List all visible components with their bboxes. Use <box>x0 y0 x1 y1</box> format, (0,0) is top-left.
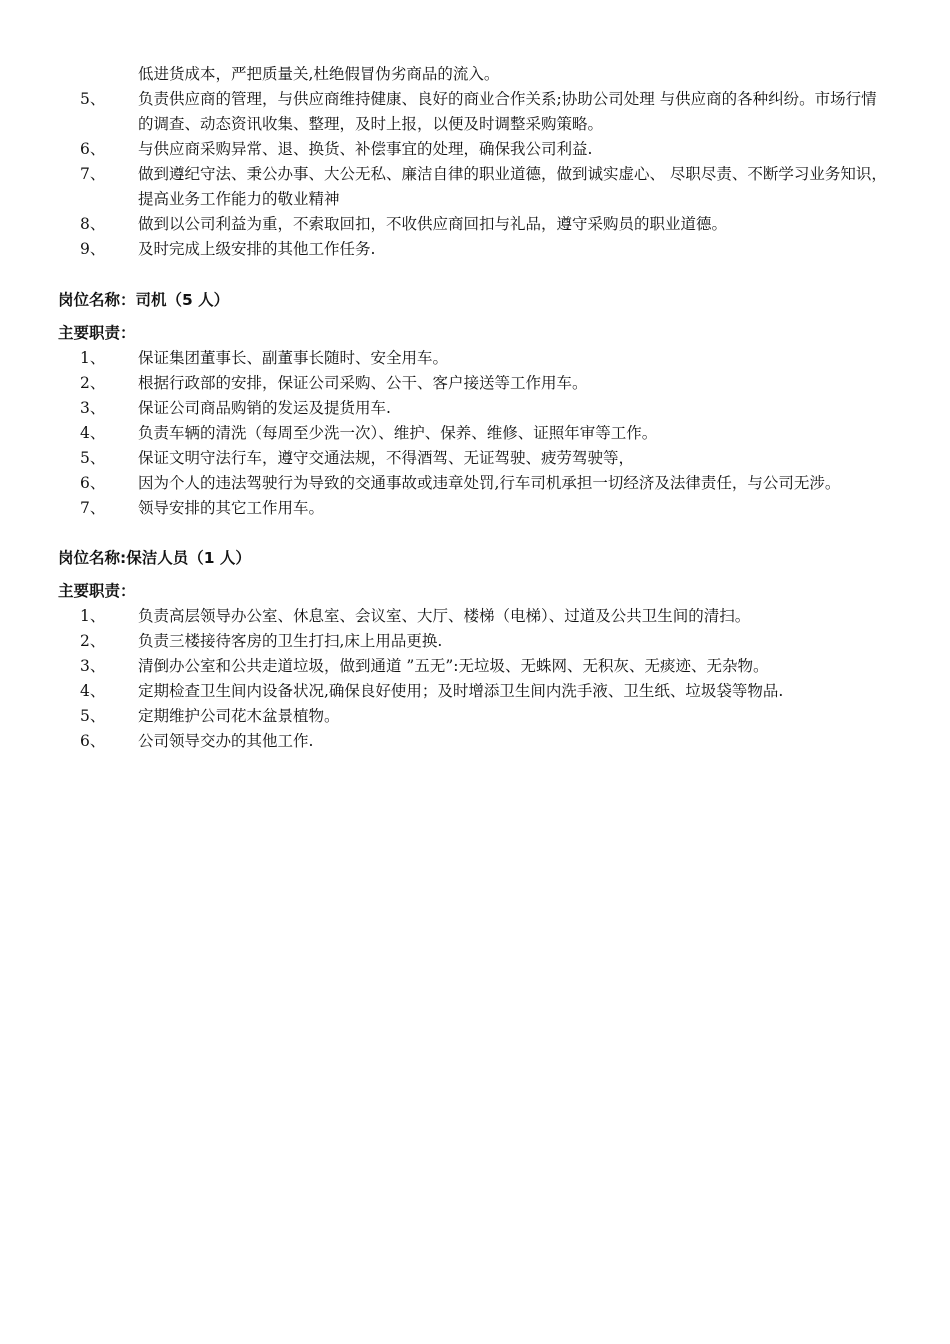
list-item <box>0 371 950 396</box>
list-item <box>0 212 950 237</box>
list-item-text: 保证集团董事长、副董事长随时、安全用车。 <box>138 349 449 367</box>
list-item-text: 做到遵纪守法、秉公办事、大公无私、廉洁自律的职业道德，做到诚实虚心、 尽职尽责、不断学习业务知识，提高业务工作能力的敬业精神 <box>138 165 887 208</box>
list-item-text: 负责车辆的清洗（每周至少洗一次）、维护、保养、维修、证照年审等工作。 <box>138 424 658 442</box>
list-item <box>0 654 950 679</box>
list-item-number: 1、 <box>80 607 106 625</box>
list-item-text: 保证文明守法行车，遵守交通法规，不得酒驾、无证驾驶、疲劳驾驶等， <box>138 449 635 467</box>
list-item-text: 定期检查卫生间内设备状况,确保良好使用；及时增添卫生间内洗手液、卫生纸、垃圾袋等物品. <box>138 682 784 700</box>
list-item-number: 5、 <box>80 90 106 108</box>
list-item-number: 9、 <box>80 240 106 258</box>
list-item-number: 4、 <box>80 424 106 442</box>
list-item <box>0 471 950 496</box>
list-item <box>0 446 950 471</box>
list-item-text: 负责高层领导办公室、休息室、会议室、大厅、楼梯（电梯）、过道及公共卫生间的清扫。 <box>138 607 751 625</box>
cleaner-duties-heading: 主要职责： <box>58 582 136 600</box>
list-item-number: 3、 <box>80 657 106 675</box>
list-item <box>0 137 950 162</box>
driver-position-title: 岗位名称：司机（5 人） <box>58 291 230 309</box>
list-item-number: 6、 <box>80 140 106 158</box>
list-item-text: 因为个人的违法驾驶行为导致的交通事故或违章处罚,行车司机承担一切经济及法律责任，与公司无涉。 <box>138 474 841 492</box>
list-item <box>0 729 950 754</box>
list-item-text: 根据行政部的安排，保证公司采购、公干、客户接送等工作用车。 <box>138 374 588 392</box>
cleaner-position-title: 岗位名称:保洁人员（1 人） <box>58 549 251 567</box>
list-item-text: 及时完成上级安排的其他工作任务. <box>138 240 376 258</box>
list-item-number: 5、 <box>80 449 106 467</box>
list-item-number: 4、 <box>80 682 106 700</box>
list-item <box>0 162 950 212</box>
list-item <box>0 496 950 521</box>
list-item-text: 与供应商采购异常、退、换货、补偿事宜的处理，确保我公司利益. <box>138 140 593 158</box>
purchaser-duties-list <box>0 62 950 262</box>
list-item-number: 3、 <box>80 399 106 417</box>
list-item-text: 保证公司商品购销的发运及提货用车. <box>138 399 391 417</box>
driver-section <box>0 288 950 521</box>
list-item-number: 6、 <box>80 474 106 492</box>
list-item <box>0 421 950 446</box>
list-item-number: 8、 <box>80 215 106 233</box>
list-item <box>0 87 950 137</box>
cleaner-section <box>0 546 950 754</box>
list-item-number: 2、 <box>80 374 106 392</box>
list-item <box>0 346 950 371</box>
driver-duties-heading: 主要职责： <box>58 324 136 342</box>
list-item-text: 低进货成本，严把质量关,杜绝假冒伪劣商品的流入。 <box>138 65 500 83</box>
list-item-number: 2、 <box>80 632 106 650</box>
list-item-number: 7、 <box>80 499 106 517</box>
list-item-text: 定期维护公司花木盆景植物。 <box>138 707 340 725</box>
list-item-text: 清倒办公室和公共走道垃圾，做到通道 ”五无”:无垃圾、无蛛网、无积灰、无痰迹、无杂物。 <box>138 657 769 675</box>
list-item-number: 1、 <box>80 349 106 367</box>
list-item-number: 5、 <box>80 707 106 725</box>
list-item <box>0 396 950 421</box>
list-item-text: 领导安排的其它工作用车。 <box>138 499 325 517</box>
list-item <box>0 604 950 629</box>
list-item-text: 负责三楼接待客房的卫生打扫,床上用品更换. <box>138 632 443 650</box>
list-item-text: 公司领导交办的其他工作. <box>138 732 314 750</box>
list-item <box>0 704 950 729</box>
list-item <box>0 679 950 704</box>
list-item-number: 7、 <box>80 165 106 183</box>
list-item-text: 做到以公司利益为重，不索取回扣，不收供应商回扣与礼品，遵守采购员的职业道德。 <box>138 215 728 233</box>
driver-duties-list <box>0 346 950 521</box>
list-item <box>0 629 950 654</box>
cleaner-duties-list <box>0 604 950 754</box>
list-item <box>0 62 950 87</box>
list-item <box>0 237 950 262</box>
list-item-number: 6、 <box>80 732 106 750</box>
list-item-text: 负责供应商的管理，与供应商维持健康、良好的商业合作关系;协助公司处理 与供应商的各种纠纷。市场行情的调查、动态资讯收集、整理，及时上报，以便及时调整采购策略。 <box>138 90 877 133</box>
